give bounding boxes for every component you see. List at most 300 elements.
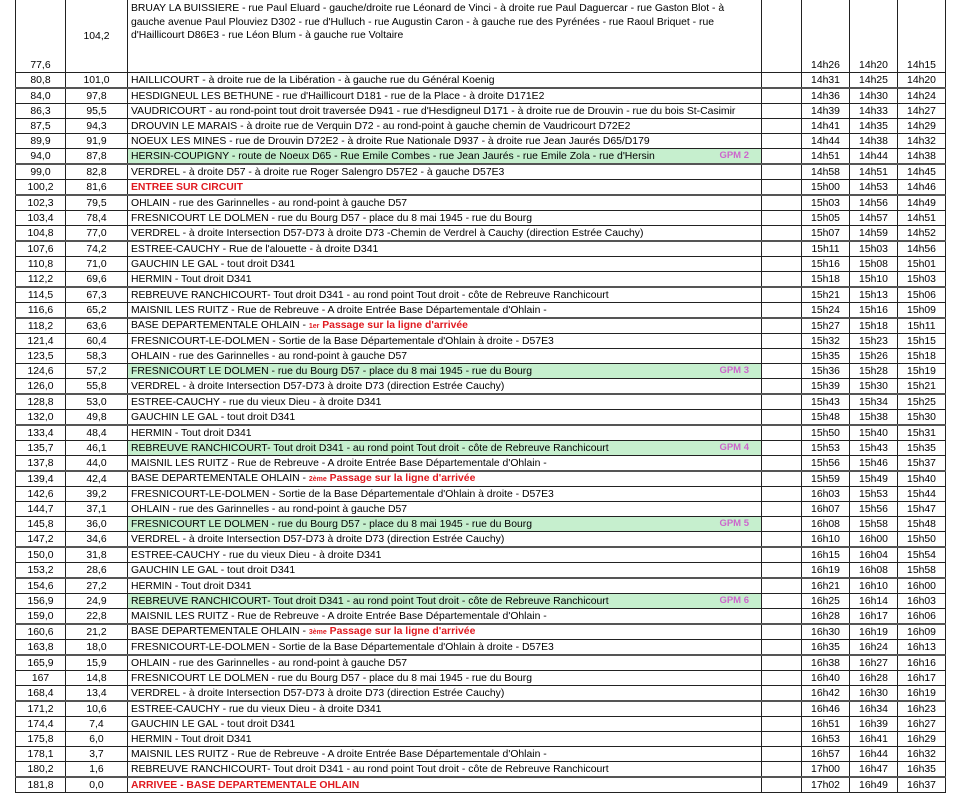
time-medium: 14h35 [850,119,898,134]
time-slow: 15h48 [898,517,946,532]
time-fast: 16h38 [802,655,850,671]
table-row [16,517,946,532]
directions: - à droite D57 - à droite rue Roger Salengro D57E2 - à gauche D57E3 [179,166,505,178]
km-covered: 116,6 [16,303,66,319]
km-remaining: 31,8 [66,547,128,563]
directions: - à droite rue de la Libération - à gauche rue du Général Koenig [199,74,495,86]
time-medium: 15h03 [850,241,898,257]
place-name: BRUAY LA BUISSIERE [131,3,240,14]
directions: - rue Paul Eluard - gauche/droite rue Léonard de Vinci - à droite rue Paul Daguercar - rue Gaston Blot - à gauche avenue Paul Plouviez D302 - rue d'Hulluch - rue Augustin Caron - à gauche rue des Pyrénées - rue Raoul Briquet - rue d'Haillicourt D86E3 - rue Léon Blum - à gauche rue Voltaire [131,3,725,41]
time-medium: 15h30 [850,379,898,395]
route-description [128,394,762,410]
directions: - [299,626,309,637]
directions: - Tout droit D341 - au rond point Tout droit - côte de Rebreuve Ranchicourt [267,763,609,775]
km-remaining: 48,4 [66,425,128,441]
time-fast: 16h19 [802,563,850,579]
place-name: VERDREL [131,687,180,699]
km-covered: 124,6 [16,364,66,379]
gpm-badge: GPM 3 [719,365,749,376]
gpm-badge: GPM 2 [719,150,749,161]
km-covered: 144,7 [16,502,66,517]
table-row [16,164,946,180]
roadbook-body [16,0,946,793]
km-remaining: 63,6 [66,318,128,334]
directions: - tout droit D341 [217,718,296,730]
empty-cell [762,502,802,517]
time-slow: 14h49 [898,195,946,211]
time-slow: 14h20 [898,73,946,89]
roadbook-table [15,0,946,793]
km-covered: 167 [16,671,66,686]
directions: - tout droit D341 [217,564,296,576]
time-fast: 15h11 [802,241,850,257]
route-description [128,732,762,747]
empty-cell [762,226,802,242]
time-medium: 15h08 [850,257,898,272]
place-name: MAISNIL LES RUITZ [131,748,229,760]
time-medium: 15h28 [850,364,898,379]
time-medium: 15h16 [850,303,898,319]
directions: - rue des Garinnelles - au rond-point à gauche D57 [169,350,408,362]
time-fast: 14h51 [802,149,850,165]
time-slow: 15h30 [898,410,946,426]
table-row [16,762,946,778]
place-name: FRESNICOURT LE DOLMEN [131,212,269,224]
directions: - Tout droit D341 [171,427,252,439]
route-description [128,104,762,119]
time-fast: 14h58 [802,164,850,180]
time-medium: 16h24 [850,640,898,656]
time-fast: 15h36 [802,364,850,379]
time-fast: 14h26 [802,0,850,73]
route-description [128,487,762,502]
time-medium: 15h40 [850,425,898,441]
km-remaining: 24,9 [66,594,128,609]
time-slow: 16h23 [898,701,946,717]
route-description [128,671,762,686]
km-covered: 133,4 [16,425,66,441]
time-fast: 16h30 [802,624,850,640]
table-row [16,73,946,89]
time-fast: 16h07 [802,502,850,517]
time-slow: 15h54 [898,547,946,563]
place-name: MAISNIL LES RUITZ [131,304,229,316]
place-name: ESTREE-CAUCHY [131,549,220,561]
route-description [128,73,762,89]
km-remaining: 14,8 [66,671,128,686]
route-description [128,762,762,778]
time-medium: 14h30 [850,88,898,104]
directions: - rue du Bourg D57 - place du 8 mai 1945 - rue du Bourg [268,365,532,377]
empty-cell [762,318,802,334]
time-slow: 14h29 [898,119,946,134]
place-name: GAUCHIN LE GAL [131,258,218,270]
km-remaining: 71,0 [66,257,128,272]
km-remaining: 28,6 [66,563,128,579]
time-medium: 14h44 [850,149,898,165]
table-row [16,441,946,456]
km-covered: 147,2 [16,532,66,548]
directions: - Tout droit D341 [171,733,252,745]
time-slow: 14h46 [898,180,946,196]
time-slow: 15h09 [898,303,946,319]
route-description [128,134,762,149]
time-fast: 16h25 [802,594,850,609]
place-name: FRESNICOURT-LE-DOLMEN [131,641,270,653]
time-medium: 14h33 [850,104,898,119]
empty-cell [762,547,802,563]
time-fast: 17h00 [802,762,850,778]
route-description [128,287,762,303]
empty-cell [762,349,802,364]
directions: - Rue de Rebreuve - A droite Entrée Base Départementale d'Ohlain - [228,457,547,469]
route-description [128,624,762,640]
empty-cell [762,241,802,257]
table-row [16,303,946,319]
route-description [128,701,762,717]
km-covered: 86,3 [16,104,66,119]
time-slow: 14h32 [898,134,946,149]
time-slow: 15h01 [898,257,946,272]
km-remaining: 82,8 [66,164,128,180]
time-fast: 16h15 [802,547,850,563]
km-covered: 77,6 [16,0,66,73]
time-medium: 16h19 [850,624,898,640]
directions: - [299,473,309,484]
directions: - rue du Bourg D57 - place du 8 mai 1945 - rue du Bourg [268,672,532,684]
time-medium: 16h28 [850,671,898,686]
time-medium: 16h34 [850,701,898,717]
table-row [16,671,946,686]
time-slow: 16h27 [898,717,946,732]
route-description [128,425,762,441]
time-medium: 15h13 [850,287,898,303]
km-remaining: 7,4 [66,717,128,732]
time-medium: 14h56 [850,195,898,211]
km-covered: 104,8 [16,226,66,242]
km-covered: 181,8 [16,777,66,793]
place-name: OHLAIN [131,350,170,362]
directions: - Tout droit D341 - au rond point Tout droit - côte de Rebreuve Ranchicourt [267,442,609,454]
km-covered: 150,0 [16,547,66,563]
table-row [16,747,946,762]
table-row [16,180,946,196]
place-name: REBREUVE RANCHICOURT [131,763,268,775]
table-row [16,563,946,579]
table-row [16,0,946,73]
time-slow: 15h44 [898,487,946,502]
directions: - Rue de Rebreuve - A droite Entrée Base Départementale d'Ohlain - [228,610,547,622]
table-row [16,88,946,104]
time-slow: 14h56 [898,241,946,257]
km-covered: 180,2 [16,762,66,778]
time-slow: 16h17 [898,671,946,686]
empty-cell [762,609,802,625]
km-remaining: 0,0 [66,777,128,793]
gpm-badge: GPM 5 [719,518,749,529]
place-name: ESTREE-CAUCHY [131,703,220,715]
directions: - Sortie de la Base Départementale d'Ohlain à droite - D57E3 [269,335,554,347]
finish-line-passage [309,320,468,331]
km-remaining: 55,8 [66,379,128,395]
time-medium: 15h46 [850,456,898,472]
km-covered: 112,2 [16,272,66,288]
route-description [128,149,762,165]
time-fast: 15h35 [802,349,850,364]
time-fast: 16h21 [802,578,850,594]
time-medium: 14h51 [850,164,898,180]
time-fast: 15h59 [802,471,850,487]
time-medium: 16h47 [850,762,898,778]
empty-cell [762,640,802,656]
time-slow: 16h03 [898,594,946,609]
km-remaining: 104,2 [66,0,128,73]
time-fast: 16h03 [802,487,850,502]
km-covered: 156,9 [16,594,66,609]
empty-cell [762,257,802,272]
time-slow: 16h29 [898,732,946,747]
route-description [128,257,762,272]
time-fast: 16h57 [802,747,850,762]
empty-cell [762,671,802,686]
empty-cell [762,517,802,532]
time-fast: 16h51 [802,717,850,732]
time-medium: 16h39 [850,717,898,732]
place-name: VERDREL [131,533,180,545]
time-slow: 14h51 [898,211,946,226]
route-description [128,547,762,563]
place-name: MAISNIL LES RUITZ [131,457,229,469]
time-medium: 16h44 [850,747,898,762]
table-row [16,624,946,640]
km-covered: 139,4 [16,471,66,487]
km-remaining: 36,0 [66,517,128,532]
km-remaining: 91,9 [66,134,128,149]
table-row [16,334,946,349]
directions: - rue d'Haillicourt D181 - rue de la Place - à droite D171E2 [273,90,545,102]
time-slow: 16h37 [898,777,946,793]
route-description [128,502,762,517]
km-remaining: 15,9 [66,655,128,671]
empty-cell [762,119,802,134]
directions: - Tout droit D341 [171,273,252,285]
time-slow: 15h15 [898,334,946,349]
directions: - Tout droit D341 - au rond point Tout droit - côte de Rebreuve Ranchicourt [267,289,609,301]
time-medium: 15h56 [850,502,898,517]
km-remaining: 74,2 [66,241,128,257]
directions: - Tout droit D341 - au rond point Tout droit - côte de Rebreuve Ranchicourt [267,595,609,607]
table-row [16,701,946,717]
km-covered: 99,0 [16,164,66,180]
km-remaining: 67,3 [66,287,128,303]
empty-cell [762,73,802,89]
km-remaining: 58,3 [66,349,128,364]
km-covered: 80,8 [16,73,66,89]
time-slow: 15h50 [898,532,946,548]
time-fast: 16h42 [802,686,850,702]
table-row [16,686,946,702]
route-description [128,303,762,319]
km-covered: 94,0 [16,149,66,165]
directions: - à droite Intersection D57-D73 à droite D73 -Chemin de Verdrel à Cauchy (direction Estrée Cauchy) [179,227,644,239]
directions: - à droite Intersection D57-D73 à droite D73 (direction Estrée Cauchy) [179,687,505,699]
time-medium: 14h53 [850,180,898,196]
empty-cell [762,303,802,319]
gpm-badge: GPM 4 [719,442,749,453]
km-remaining: 79,5 [66,195,128,211]
km-covered: 128,8 [16,394,66,410]
time-slow: 14h38 [898,149,946,165]
time-slow: 15h19 [898,364,946,379]
finish-line-passage [309,473,476,484]
km-remaining: 97,8 [66,88,128,104]
route-description [128,655,762,671]
time-fast: 14h31 [802,73,850,89]
empty-cell [762,487,802,502]
empty-cell [762,211,802,226]
km-remaining: 1,6 [66,762,128,778]
route-description [128,517,762,532]
table-row [16,777,946,793]
table-row [16,272,946,288]
directions: - à droite Intersection D57-D73 à droite D73 (direction Estrée Cauchy) [179,380,505,392]
route-description [128,226,762,242]
empty-cell [762,379,802,395]
place-name: REBREUVE RANCHICOURT [131,442,268,454]
time-slow: 15h37 [898,456,946,472]
directions: - rue du vieux Dieu - à droite D341 [219,703,382,715]
time-fast: 15h50 [802,425,850,441]
place-name: DROUVIN LE MARAIS [131,120,238,132]
empty-cell [762,655,802,671]
time-slow: 15h11 [898,318,946,334]
place-name: GAUCHIN LE GAL [131,718,218,730]
directions: - tout droit D341 [217,411,296,423]
km-remaining: 34,6 [66,532,128,548]
time-slow: 16h06 [898,609,946,625]
directions: - rue du vieux Dieu - à droite D341 [219,549,382,561]
place-name: OHLAIN [131,503,170,515]
time-slow: 15h06 [898,287,946,303]
km-remaining: 81,6 [66,180,128,196]
passage-text: Passage sur la ligne d'arrivée [326,626,476,637]
km-covered: 114,5 [16,287,66,303]
empty-cell [762,164,802,180]
time-slow: 15h58 [898,563,946,579]
table-row [16,425,946,441]
time-medium: 14h38 [850,134,898,149]
km-remaining: 57,2 [66,364,128,379]
empty-cell [762,532,802,548]
table-row [16,578,946,594]
route-description [128,349,762,364]
place-name: VERDREL [131,166,180,178]
time-slow: 14h24 [898,88,946,104]
empty-cell [762,394,802,410]
route-description [128,318,762,334]
route-description [128,88,762,104]
km-remaining: 60,4 [66,334,128,349]
km-covered: 154,6 [16,578,66,594]
directions: - Sortie de la Base Départementale d'Ohlain à droite - D57E3 [269,488,554,500]
time-slow: 15h47 [898,502,946,517]
km-covered: 110,8 [16,257,66,272]
time-fast: 15h21 [802,287,850,303]
table-row [16,349,946,364]
time-slow: 14h52 [898,226,946,242]
km-covered: 123,5 [16,349,66,364]
place-name: FRESNICOURT-LE-DOLMEN [131,488,270,500]
km-covered: 121,4 [16,334,66,349]
time-fast: 16h53 [802,732,850,747]
route-description [128,164,762,180]
time-medium: 16h17 [850,609,898,625]
place-name: VERDREL [131,380,180,392]
time-fast: 14h44 [802,134,850,149]
km-remaining: 95,5 [66,104,128,119]
km-remaining: 3,7 [66,747,128,762]
km-remaining: 77,0 [66,226,128,242]
time-slow: 16h35 [898,762,946,778]
km-covered: 132,0 [16,410,66,426]
km-remaining: 53,0 [66,394,128,410]
time-medium: 16h00 [850,532,898,548]
time-fast: 15h56 [802,456,850,472]
route-description [128,180,762,196]
place-name: OHLAIN [131,657,170,669]
time-fast: 15h03 [802,195,850,211]
km-covered: 175,8 [16,732,66,747]
directions: - Tout droit D341 [171,580,252,592]
km-covered: 126,0 [16,379,66,395]
time-fast: 15h53 [802,441,850,456]
table-row [16,502,946,517]
directions: - tout droit D341 [217,258,296,270]
empty-cell [762,624,802,640]
table-row [16,149,946,165]
table-row [16,547,946,563]
directions: - route de Noeux D65 - Rue Emile Combes - rue Jean Jaurés - rue Emile Zola - rue d'Hersin [228,150,655,162]
directions: - rue du Bourg D57 - place du 8 mai 1945 - rue du Bourg [268,212,532,224]
km-remaining: 39,2 [66,487,128,502]
time-slow: 16h13 [898,640,946,656]
table-row [16,594,946,609]
time-medium: 15h18 [850,318,898,334]
time-fast: 16h46 [802,701,850,717]
time-medium: 15h23 [850,334,898,349]
km-remaining: 65,2 [66,303,128,319]
km-remaining: 37,1 [66,502,128,517]
time-fast: 16h08 [802,517,850,532]
time-medium: 14h59 [850,226,898,242]
km-covered: 84,0 [16,88,66,104]
table-row [16,134,946,149]
directions: - Rue de Rebreuve - A droite Entrée Base Départementale d'Ohlain - [228,304,547,316]
time-slow: 16h09 [898,624,946,640]
route-description [128,578,762,594]
time-medium: 15h53 [850,487,898,502]
empty-cell [762,563,802,579]
place-name: NOEUX LES MINES [131,135,227,147]
time-fast: 15h48 [802,410,850,426]
place-name: REBREUVE RANCHICOURT [131,595,268,607]
time-medium: 16h04 [850,547,898,563]
time-slow: 16h00 [898,578,946,594]
table-row [16,226,946,242]
place-name: MAISNIL LES RUITZ [131,610,229,622]
empty-cell [762,578,802,594]
km-remaining: 10,6 [66,701,128,717]
